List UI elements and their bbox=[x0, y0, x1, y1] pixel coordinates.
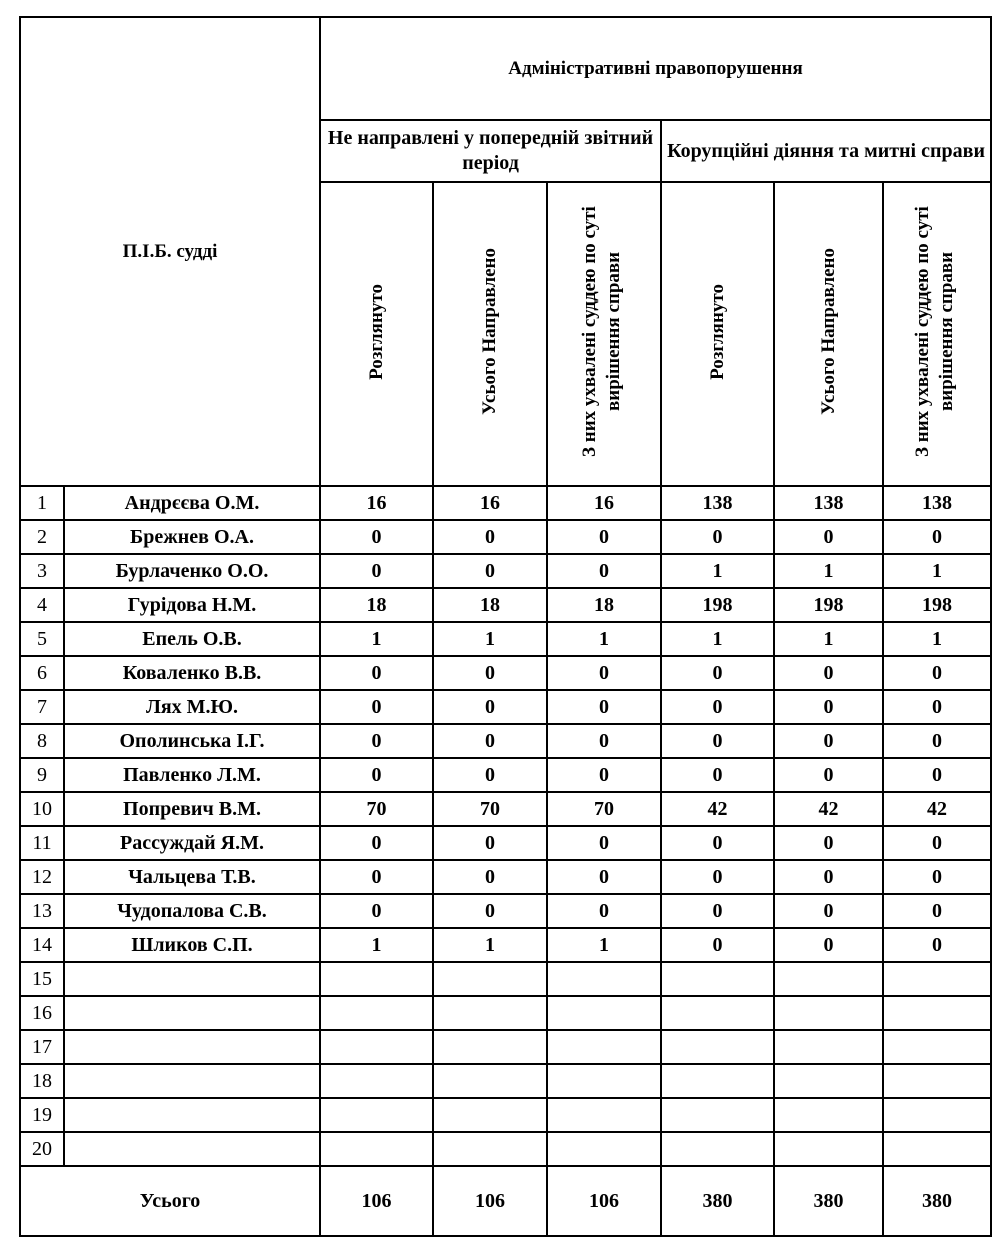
cell-value bbox=[661, 1030, 774, 1064]
cell-value: 0 bbox=[547, 724, 661, 758]
cell-value: 0 bbox=[547, 826, 661, 860]
cell-value: 1 bbox=[320, 928, 433, 962]
judge-name: Епель О.В. bbox=[64, 622, 320, 656]
cell-value bbox=[320, 1064, 433, 1098]
table-row bbox=[20, 554, 991, 588]
cell-value bbox=[661, 1098, 774, 1132]
cell-value bbox=[433, 1030, 547, 1064]
judge-name-header: П.І.Б. судді bbox=[20, 17, 320, 486]
cell-value: 0 bbox=[883, 690, 991, 724]
col-header-decided-1: З них ухвалені суддею по суті вирішення справи bbox=[547, 182, 661, 486]
table-row bbox=[20, 996, 991, 1030]
group-not-sent-header: Не направлені у попередній звітний період bbox=[320, 120, 661, 182]
row-number: 5 bbox=[20, 622, 64, 656]
cell-value: 0 bbox=[774, 690, 883, 724]
cell-value: 0 bbox=[320, 860, 433, 894]
table-row bbox=[20, 520, 991, 554]
row-number: 15 bbox=[20, 962, 64, 996]
cell-value: 0 bbox=[661, 758, 774, 792]
cell-value: 0 bbox=[547, 758, 661, 792]
cell-value bbox=[774, 1132, 883, 1166]
cell-value: 0 bbox=[661, 826, 774, 860]
cell-value bbox=[774, 1064, 883, 1098]
table-row bbox=[20, 1132, 991, 1166]
judge-name: Брежнев О.А. bbox=[64, 520, 320, 554]
cell-value: 0 bbox=[320, 554, 433, 588]
cell-value bbox=[547, 962, 661, 996]
cell-value bbox=[320, 996, 433, 1030]
cell-value: 0 bbox=[547, 894, 661, 928]
judge-name bbox=[64, 1132, 320, 1166]
judge-name bbox=[64, 1098, 320, 1132]
cell-value: 0 bbox=[433, 758, 547, 792]
cell-value: 198 bbox=[774, 588, 883, 622]
cell-value: 0 bbox=[320, 520, 433, 554]
col-header-decided-2: З них ухвалені суддею по суті вирішення справи bbox=[883, 182, 991, 486]
table-row bbox=[20, 1098, 991, 1132]
cell-value bbox=[320, 1132, 433, 1166]
total-value: 380 bbox=[661, 1166, 774, 1236]
cell-value bbox=[774, 996, 883, 1030]
col-header-reviewed-1: Розглянуто bbox=[320, 182, 433, 486]
table-row bbox=[20, 588, 991, 622]
judge-name: Рассуждай Я.М. bbox=[64, 826, 320, 860]
cell-value: 0 bbox=[433, 826, 547, 860]
row-number: 20 bbox=[20, 1132, 64, 1166]
table-row bbox=[20, 1030, 991, 1064]
judge-name: Андрєєва О.М. bbox=[64, 486, 320, 520]
cell-value: 42 bbox=[774, 792, 883, 826]
cell-value: 138 bbox=[883, 486, 991, 520]
cell-value: 0 bbox=[547, 520, 661, 554]
cell-value bbox=[774, 1098, 883, 1132]
row-number: 17 bbox=[20, 1030, 64, 1064]
judge-name bbox=[64, 1030, 320, 1064]
judge-name: Павленко Л.М. bbox=[64, 758, 320, 792]
total-value: 106 bbox=[320, 1166, 433, 1236]
table-row bbox=[20, 486, 991, 520]
admin-offenses-header: Адміністративні правопорушення bbox=[320, 17, 991, 120]
col-header-sent-total-1: Усього Направлено bbox=[433, 182, 547, 486]
total-value: 106 bbox=[547, 1166, 661, 1236]
cell-value: 0 bbox=[320, 690, 433, 724]
cell-value: 42 bbox=[883, 792, 991, 826]
cell-value: 0 bbox=[547, 656, 661, 690]
cell-value bbox=[433, 996, 547, 1030]
row-number: 6 bbox=[20, 656, 64, 690]
judge-name: Коваленко В.В. bbox=[64, 656, 320, 690]
cell-value: 138 bbox=[774, 486, 883, 520]
row-number: 10 bbox=[20, 792, 64, 826]
cell-value bbox=[883, 1132, 991, 1166]
cell-value: 0 bbox=[883, 520, 991, 554]
cell-value: 1 bbox=[547, 622, 661, 656]
cell-value: 1 bbox=[547, 928, 661, 962]
cell-value bbox=[883, 962, 991, 996]
cell-value: 0 bbox=[320, 826, 433, 860]
cell-value: 0 bbox=[320, 724, 433, 758]
cell-value: 0 bbox=[883, 724, 991, 758]
cell-value: 0 bbox=[547, 554, 661, 588]
cell-value: 1 bbox=[661, 622, 774, 656]
table-row bbox=[20, 860, 991, 894]
cell-value: 0 bbox=[774, 826, 883, 860]
cell-value: 0 bbox=[774, 520, 883, 554]
cell-value: 0 bbox=[547, 860, 661, 894]
row-number: 14 bbox=[20, 928, 64, 962]
table-row bbox=[20, 758, 991, 792]
group-corruption-header: Корупційні діяння та митні справи bbox=[661, 120, 991, 182]
cell-value bbox=[547, 996, 661, 1030]
cell-value: 0 bbox=[774, 860, 883, 894]
cell-value bbox=[433, 1064, 547, 1098]
cell-value: 0 bbox=[320, 758, 433, 792]
cell-value: 0 bbox=[883, 928, 991, 962]
cell-value: 1 bbox=[320, 622, 433, 656]
cell-value bbox=[661, 996, 774, 1030]
cell-value: 0 bbox=[433, 554, 547, 588]
cell-value: 1 bbox=[433, 622, 547, 656]
judge-name: Бурлаченко О.О. bbox=[64, 554, 320, 588]
total-label: Усього bbox=[20, 1166, 320, 1236]
cell-value: 0 bbox=[883, 826, 991, 860]
judge-name: Попревич В.М. bbox=[64, 792, 320, 826]
table-row bbox=[20, 690, 991, 724]
total-value: 380 bbox=[774, 1166, 883, 1236]
cell-value bbox=[433, 962, 547, 996]
cell-value: 0 bbox=[433, 690, 547, 724]
cell-value: 0 bbox=[661, 656, 774, 690]
row-number: 16 bbox=[20, 996, 64, 1030]
cell-value: 0 bbox=[433, 860, 547, 894]
judge-name bbox=[64, 962, 320, 996]
cell-value: 0 bbox=[661, 894, 774, 928]
cell-value bbox=[433, 1098, 547, 1132]
row-number: 18 bbox=[20, 1064, 64, 1098]
cell-value: 1 bbox=[883, 622, 991, 656]
cell-value bbox=[547, 1132, 661, 1166]
cell-value: 1 bbox=[661, 554, 774, 588]
cell-value: 1 bbox=[433, 928, 547, 962]
table-row bbox=[20, 962, 991, 996]
cell-value: 0 bbox=[774, 758, 883, 792]
total-row bbox=[20, 1166, 991, 1236]
cell-value: 0 bbox=[883, 894, 991, 928]
cell-value: 1 bbox=[774, 554, 883, 588]
table-row bbox=[20, 622, 991, 656]
table-row bbox=[20, 1064, 991, 1098]
cell-value: 0 bbox=[320, 656, 433, 690]
cell-value bbox=[433, 1132, 547, 1166]
judge-name: Лях М.Ю. bbox=[64, 690, 320, 724]
row-number: 19 bbox=[20, 1098, 64, 1132]
row-number: 4 bbox=[20, 588, 64, 622]
row-number: 13 bbox=[20, 894, 64, 928]
cell-value: 0 bbox=[661, 520, 774, 554]
judge-name bbox=[64, 1064, 320, 1098]
cell-value bbox=[774, 1030, 883, 1064]
row-number: 1 bbox=[20, 486, 64, 520]
cell-value: 138 bbox=[661, 486, 774, 520]
col-header-reviewed-2: Розглянуто bbox=[661, 182, 774, 486]
cell-value: 16 bbox=[433, 486, 547, 520]
cell-value: 70 bbox=[320, 792, 433, 826]
judge-name: Чальцева Т.В. bbox=[64, 860, 320, 894]
row-number: 8 bbox=[20, 724, 64, 758]
total-value: 380 bbox=[883, 1166, 991, 1236]
cell-value: 0 bbox=[433, 724, 547, 758]
row-number: 3 bbox=[20, 554, 64, 588]
cell-value: 70 bbox=[547, 792, 661, 826]
table-row bbox=[20, 894, 991, 928]
cell-value: 70 bbox=[433, 792, 547, 826]
cell-value: 0 bbox=[774, 656, 883, 690]
judge-name bbox=[64, 996, 320, 1030]
cell-value: 0 bbox=[433, 894, 547, 928]
judge-name: Ополинська І.Г. bbox=[64, 724, 320, 758]
table-row bbox=[20, 656, 991, 690]
cell-value: 0 bbox=[320, 894, 433, 928]
judges-report-table bbox=[19, 16, 992, 1237]
cell-value: 0 bbox=[661, 928, 774, 962]
cell-value: 0 bbox=[661, 724, 774, 758]
cell-value: 0 bbox=[661, 860, 774, 894]
cell-value bbox=[883, 996, 991, 1030]
cell-value bbox=[320, 1030, 433, 1064]
judge-name: Шликов С.П. bbox=[64, 928, 320, 962]
cell-value bbox=[547, 1030, 661, 1064]
row-number: 9 bbox=[20, 758, 64, 792]
judge-name: Чудопалова С.В. bbox=[64, 894, 320, 928]
cell-value: 18 bbox=[320, 588, 433, 622]
cell-value: 0 bbox=[883, 860, 991, 894]
row-number: 11 bbox=[20, 826, 64, 860]
table-row bbox=[20, 792, 991, 826]
row-number: 7 bbox=[20, 690, 64, 724]
cell-value bbox=[320, 962, 433, 996]
judge-name: Гурідова Н.М. bbox=[64, 588, 320, 622]
cell-value: 0 bbox=[774, 724, 883, 758]
table-row bbox=[20, 724, 991, 758]
table-row bbox=[20, 928, 991, 962]
cell-value: 16 bbox=[320, 486, 433, 520]
row-number: 12 bbox=[20, 860, 64, 894]
cell-value bbox=[883, 1064, 991, 1098]
cell-value: 1 bbox=[883, 554, 991, 588]
cell-value bbox=[661, 962, 774, 996]
cell-value: 1 bbox=[774, 622, 883, 656]
row-number: 2 bbox=[20, 520, 64, 554]
cell-value bbox=[661, 1132, 774, 1166]
cell-value: 198 bbox=[661, 588, 774, 622]
cell-value: 0 bbox=[883, 656, 991, 690]
table-row bbox=[20, 826, 991, 860]
cell-value bbox=[774, 962, 883, 996]
cell-value: 42 bbox=[661, 792, 774, 826]
cell-value: 0 bbox=[774, 894, 883, 928]
cell-value bbox=[883, 1098, 991, 1132]
cell-value: 18 bbox=[433, 588, 547, 622]
cell-value: 0 bbox=[433, 520, 547, 554]
cell-value: 0 bbox=[661, 690, 774, 724]
cell-value: 16 bbox=[547, 486, 661, 520]
cell-value bbox=[547, 1098, 661, 1132]
col-header-sent-total-2: Усього Направлено bbox=[774, 182, 883, 486]
cell-value: 198 bbox=[883, 588, 991, 622]
cell-value: 0 bbox=[774, 928, 883, 962]
cell-value bbox=[883, 1030, 991, 1064]
cell-value: 0 bbox=[433, 656, 547, 690]
cell-value bbox=[661, 1064, 774, 1098]
cell-value bbox=[320, 1098, 433, 1132]
total-value: 106 bbox=[433, 1166, 547, 1236]
cell-value: 0 bbox=[883, 758, 991, 792]
cell-value: 0 bbox=[547, 690, 661, 724]
cell-value: 18 bbox=[547, 588, 661, 622]
cell-value bbox=[547, 1064, 661, 1098]
